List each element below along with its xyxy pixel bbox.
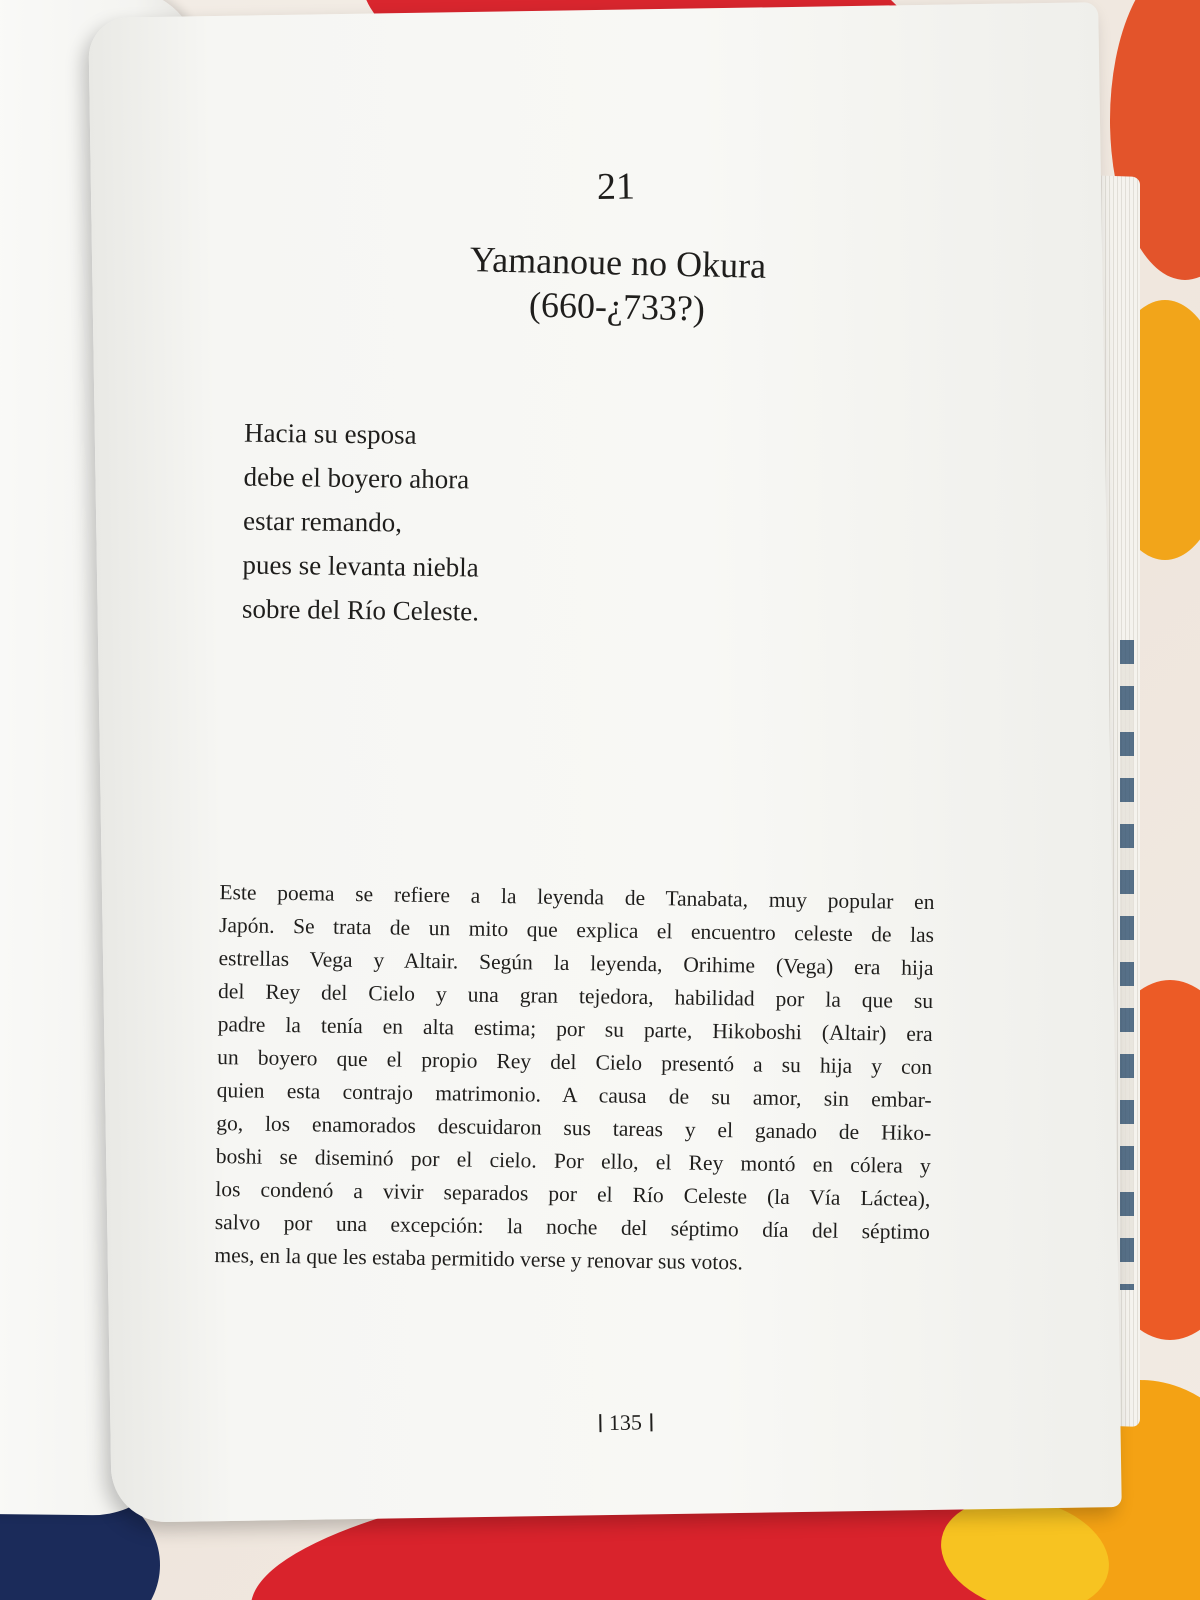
cover-edge <box>1120 640 1134 1290</box>
commentary <box>214 876 934 1282</box>
commentary-line: estrellas Vega y Altair. Según la leyenda, Orihime (Vega) era hija <box>218 946 934 981</box>
commentary-line: quien esta contrajo matrimonio. A causa de su amor, sin embar- <box>216 1078 932 1113</box>
commentary-line: Este poema se refiere a la leyenda de Tanabata, muy popular en <box>219 880 935 915</box>
book-page <box>88 2 1122 1523</box>
commentary-line: los condenó a vivir separados por el Río Celeste (la Vía Láctea), <box>215 1177 931 1212</box>
poem-line: Hacia su esposa <box>243 417 417 450</box>
poet-heading <box>92 229 1104 340</box>
poem-number: 21 <box>596 165 636 209</box>
commentary-line: del Rey del Cielo y una gran tejedora, habilidad por la que su <box>217 979 934 1014</box>
poem-line: debe el boyero ahora <box>243 461 470 495</box>
folio-bar-right <box>650 1413 652 1431</box>
commentary-line: padre la tenía en alta estima; por su parte, Hikoboshi (Altair) era <box>217 1012 933 1047</box>
page-content <box>88 2 1122 1523</box>
commentary-line: mes, en la que les estaba permitido verse y renovar sus votos. <box>214 1243 743 1275</box>
poem-line: estar remando, <box>242 505 403 538</box>
commentary-line: boshi se diseminó por el cielo. Por ello, el Rey montó en cólera y <box>215 1144 931 1179</box>
poem-line: sobre del Río Celeste. <box>241 593 480 627</box>
commentary-line: go, los enamorados descuidaron sus tareas y el ganado de Hiko- <box>216 1111 932 1146</box>
commentary-line: un boyero que el propio Rey del Cielo presentó a su hija y con <box>217 1045 933 1080</box>
poem <box>242 411 482 634</box>
page-number: 135 <box>608 1409 643 1436</box>
commentary-line: salvo por una excepción: la noche del séptimo día del séptimo <box>214 1210 931 1245</box>
poet-dates: (660-¿733?) <box>528 284 706 329</box>
folio-bar-left <box>599 1414 601 1432</box>
page-footer <box>110 1402 1120 1444</box>
commentary-line: Japón. Se trata de un mito que explica el encuentro celeste de las <box>218 913 935 948</box>
poet-name: Yamanoue no Okura <box>469 239 767 286</box>
poem-line: pues se levanta niebla <box>242 549 479 583</box>
